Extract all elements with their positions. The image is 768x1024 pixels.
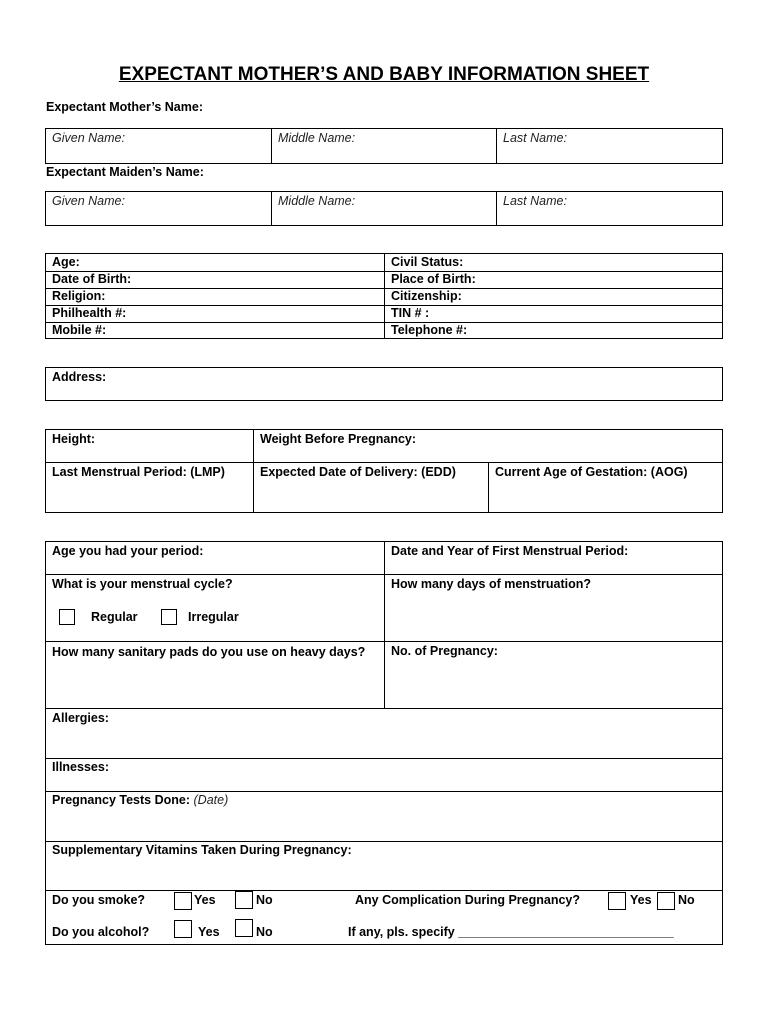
mother-name-table	[45, 128, 723, 164]
smoke-no-checkbox[interactable]	[235, 891, 253, 909]
edd-field[interactable]: Expected Date of Delivery: (EDD)	[260, 465, 456, 479]
measurements-table	[45, 429, 723, 513]
complication-yes-checkbox[interactable]	[608, 892, 626, 910]
mother-given-name-field[interactable]: Given Name:	[52, 131, 125, 145]
age-field[interactable]: Age:	[52, 255, 80, 269]
menstruation-days-field[interactable]: How many days of menstruation?	[391, 577, 592, 591]
irregular-label: Irregular	[188, 610, 239, 624]
aog-field[interactable]: Current Age of Gestation: (AOG)	[495, 465, 688, 479]
complication-yes-label: Yes	[630, 893, 652, 907]
complication-no-checkbox[interactable]	[657, 892, 675, 910]
maiden-given-name-field[interactable]: Given Name:	[52, 194, 125, 208]
smoke-question: Do you smoke?	[52, 893, 146, 907]
alcohol-yes-label: Yes	[198, 925, 220, 939]
history-table	[45, 541, 723, 945]
page-title: EXPECTANT MOTHER’S AND BABY INFORMATION SHEET	[118, 64, 650, 85]
regular-checkbox[interactable]	[59, 609, 75, 625]
pregnancy-tests-label: Pregnancy Tests Done:	[52, 793, 191, 807]
telephone-field[interactable]: Telephone #:	[391, 323, 468, 337]
mother-name-label: Expectant Mother’s Name:	[46, 100, 203, 114]
religion-field[interactable]: Religion:	[52, 289, 106, 303]
civil-status-field[interactable]: Civil Status:	[391, 255, 464, 269]
sanitary-pads-field[interactable]: How many sanitary pads do you use on heavy days?	[52, 645, 366, 659]
irregular-checkbox[interactable]	[161, 609, 177, 625]
age-period-field[interactable]: Age you had your period:	[52, 544, 204, 558]
pregnancy-count-field[interactable]: No. of Pregnancy:	[391, 644, 498, 658]
alcohol-question: Do you alcohol?	[52, 925, 150, 939]
maiden-name-table	[45, 191, 723, 226]
address-field[interactable]: Address:	[52, 370, 107, 384]
mother-middle-name-field[interactable]: Middle Name:	[278, 131, 356, 145]
lmp-field[interactable]: Last Menstrual Period: (LMP)	[52, 465, 225, 479]
complication-no-label: No	[678, 893, 695, 907]
maiden-last-name-field[interactable]: Last Name:	[503, 194, 567, 208]
height-field[interactable]: Height:	[52, 432, 96, 446]
illnesses-field[interactable]: Illnesses:	[52, 760, 109, 774]
weight-field[interactable]: Weight Before Pregnancy:	[260, 432, 417, 446]
philhealth-field[interactable]: Philhealth #:	[52, 306, 127, 320]
personal-info-table	[45, 253, 723, 339]
mobile-field[interactable]: Mobile #:	[52, 323, 107, 337]
allergies-field[interactable]: Allergies:	[52, 711, 109, 725]
pob-field[interactable]: Place of Birth:	[391, 272, 476, 286]
maiden-middle-name-field[interactable]: Middle Name:	[278, 194, 356, 208]
address-box	[45, 367, 723, 401]
regular-label: Regular	[91, 610, 138, 624]
smoke-yes-label: Yes	[194, 893, 216, 907]
mother-last-name-field[interactable]: Last Name:	[503, 131, 567, 145]
alcohol-no-label: No	[256, 925, 273, 939]
tin-field[interactable]: TIN # :	[391, 306, 430, 320]
smoke-yes-checkbox[interactable]	[174, 892, 192, 910]
pregnancy-tests-field[interactable]	[46, 793, 228, 807]
alcohol-yes-checkbox[interactable]	[174, 920, 192, 938]
complication-specify-field[interactable]: If any, pls. specify _______________________________	[348, 925, 674, 939]
alcohol-no-checkbox[interactable]	[235, 919, 253, 937]
citizenship-field[interactable]: Citizenship:	[391, 289, 462, 303]
dob-field[interactable]: Date of Birth:	[52, 272, 132, 286]
cycle-question: What is your menstrual cycle?	[52, 577, 233, 591]
pregnancy-tests-note: (Date)	[193, 793, 229, 807]
complication-question: Any Complication During Pregnancy?	[355, 893, 581, 907]
vitamins-field[interactable]: Supplementary Vitamins Taken During Pregnancy:	[52, 843, 352, 857]
smoke-no-label: No	[256, 893, 273, 907]
first-period-field[interactable]: Date and Year of First Menstrual Period:	[391, 544, 629, 558]
maiden-name-label: Expectant Maiden’s Name:	[46, 165, 204, 179]
